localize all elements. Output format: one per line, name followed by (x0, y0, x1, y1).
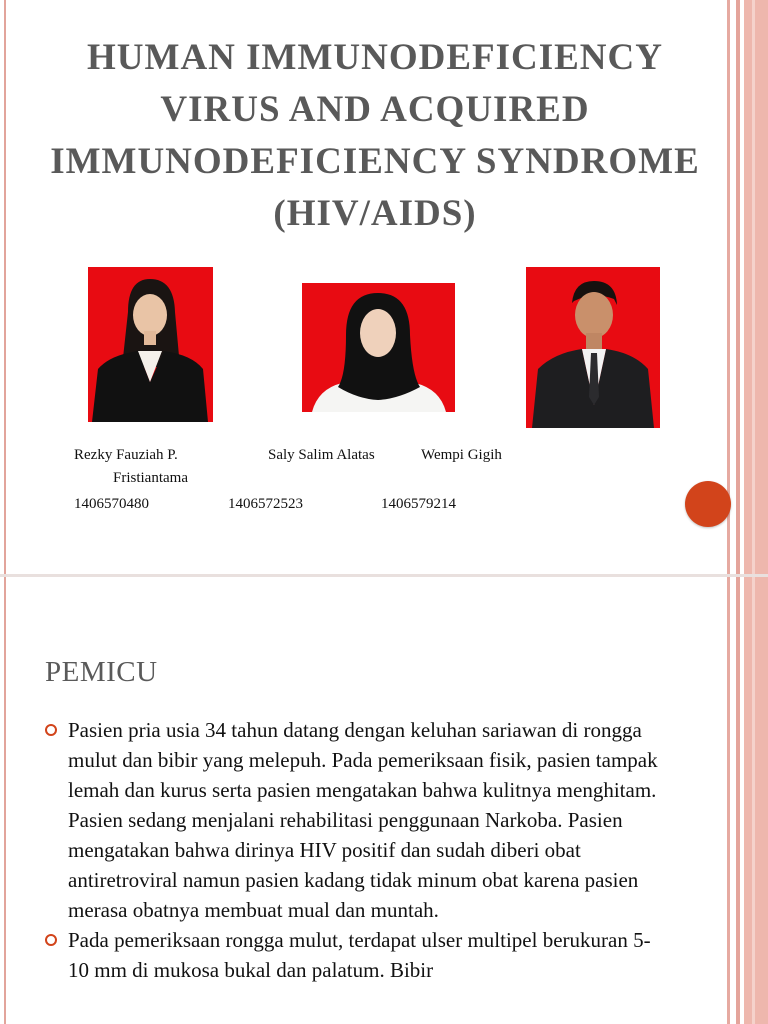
decor-stripe (727, 0, 730, 574)
section-heading: PEMICU (45, 656, 158, 688)
decor-stripe (736, 0, 740, 574)
content-slide (0, 577, 768, 1024)
member-photo-3 (526, 267, 660, 428)
member-name-1 (74, 444, 224, 490)
left-border-line (4, 0, 6, 574)
slide-title: HUMAN IMMUNODEFICIENCY VIRUS AND ACQUIRED IMMUNODEFICIENCY SYNDROME (HIV/AIDS) (50, 37, 700, 234)
decor-stripe (752, 577, 755, 1024)
decor-stripe (752, 0, 755, 574)
circle-bullet-icon (45, 934, 57, 946)
bullet-text: Pasien pria usia 34 tahun datang dengan keluhan sariawan di rongga mulut dan bibir yang melepuh. Pada pemeriksaan fisik, pasien tampak lemah dan kurus serta pasien mengatakan bahwa kulitnya menghitam. Pasien sedang menjalani rehabilitasi penggunaan Narkoba. Pasien mengatakan bahwa dirinya HIV positif dan sudah diberi obat antiretroviral namun pasien kadang tidak minum obat karena pasien merasa obatnya membuat mual dan muntah. (68, 718, 658, 922)
member-name-3: Wempi Gigih (421, 447, 502, 463)
bullet-item (45, 715, 670, 925)
decor-stripe (736, 577, 740, 1024)
member-id-3: 1406579214 (381, 496, 456, 512)
bullet-item (45, 925, 670, 985)
bullet-text: Pada pemeriksaan rongga mulut, terdapat ulser multipel berukuran 5-10 mm di mukosa bukal dan palatum. Bibir (68, 928, 651, 982)
member-photo-2 (302, 283, 455, 412)
member-name-2: Saly Salim Alatas (268, 447, 375, 463)
member-name-1-line1: Rezky Fauziah P. (74, 447, 178, 463)
member-id-2: 1406572523 (228, 496, 303, 512)
member-photo-1 (88, 267, 213, 422)
member-name-1-line2: Fristiantama (113, 470, 188, 486)
member-id-1: 1406570480 (74, 496, 149, 512)
decor-stripe (727, 577, 730, 1024)
circle-bullet-icon (45, 724, 57, 736)
left-border-line (4, 577, 6, 1024)
decorative-circle (685, 481, 731, 527)
decor-stripe (744, 0, 768, 574)
bullet-list (45, 715, 670, 985)
decor-stripe (744, 577, 768, 1024)
